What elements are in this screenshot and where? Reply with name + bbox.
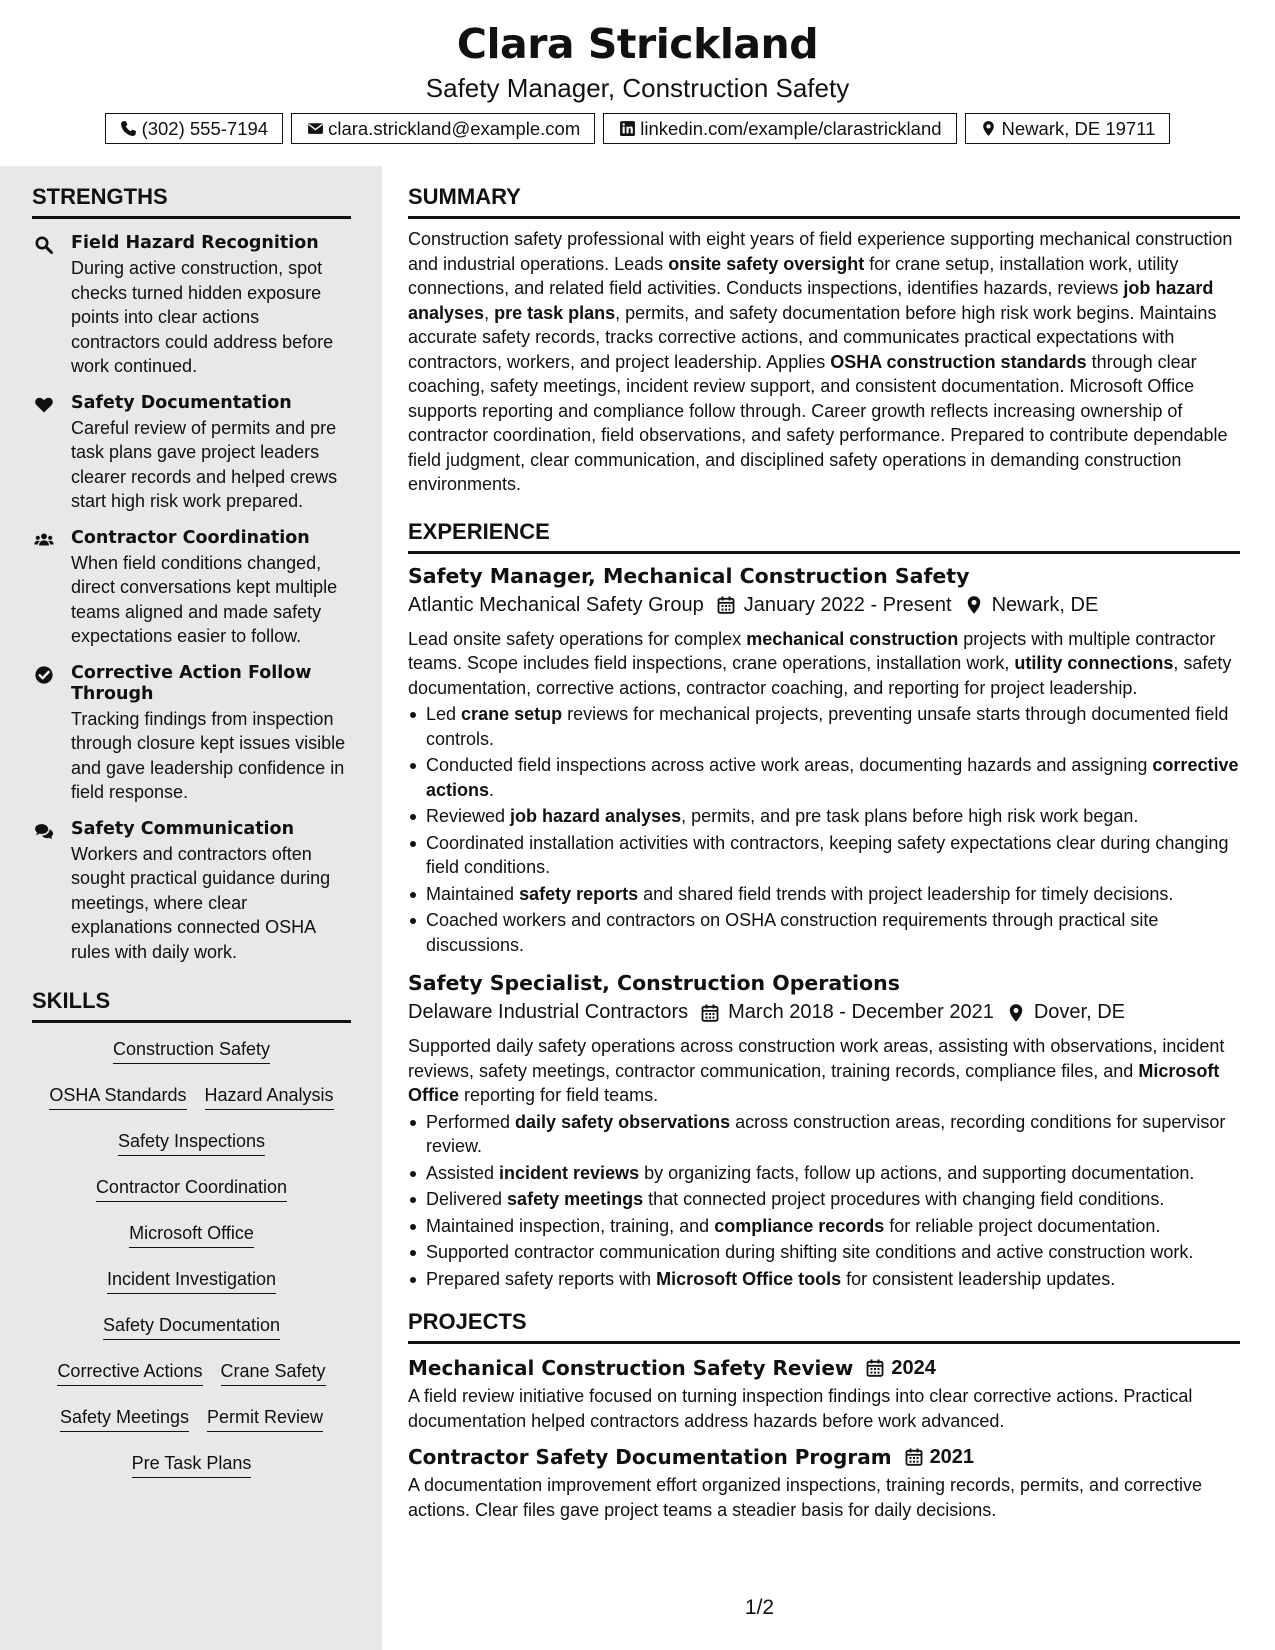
- skill-tag: Contractor Coordination: [96, 1175, 287, 1202]
- skills-list: [32, 1037, 351, 1497]
- strength-title: Safety Communication: [71, 818, 295, 839]
- job-dates: January 2022 - Present: [743, 593, 952, 616]
- skill-tag: Safety Documentation: [103, 1313, 280, 1340]
- strength-title: Field Hazard Recognition: [71, 233, 319, 253]
- skill-tag: Permit Review: [207, 1405, 323, 1432]
- strength-item: [32, 819, 351, 965]
- job-company: Atlantic Mechanical Safety Group: [408, 593, 704, 616]
- candidate-name: Clara Strickland: [456, 20, 819, 68]
- job-location: Dover, DE: [1033, 1001, 1125, 1023]
- candidate-title: Safety Manager, Construction Safety: [425, 73, 850, 103]
- summary-heading: SUMMARY: [408, 184, 1240, 219]
- resume-header: [0, 0, 1275, 166]
- strength-title: Contractor Coordination: [71, 527, 310, 548]
- strength-title: Safety Documentation: [71, 392, 292, 413]
- project-year: 2021: [929, 1445, 975, 1468]
- strength-description: When field conditions changed, direct conversations kept multiple teams aligned and made safety expectations easier to follow.: [71, 552, 338, 646]
- bullet-item: Coached workers and contractors on OSHA construction requirements through practical site discussions.: [408, 908, 1240, 957]
- comments-icon: [34, 821, 54, 841]
- job-meta: [408, 1001, 1240, 1024]
- project-title-row: [408, 1445, 1240, 1469]
- job-description: Lead onsite safety operations for complex mechanical construction projects with multiple contractor teams. Scope includes field inspections, crane operations, installation work, utility connections, safety documentation, corrective actions, contractor coaching, and reporting for project leadership.: [408, 628, 1232, 698]
- bullet-item: Maintained safety reports and shared field trends with project leadership for timely decisions.: [408, 882, 1240, 907]
- linkedin-icon: [618, 120, 636, 138]
- projects-heading: PROJECTS: [408, 1309, 1240, 1344]
- job-entry: [408, 971, 1240, 1291]
- skill-tag: Safety Inspections: [118, 1129, 265, 1156]
- experience-heading: EXPERIENCE: [408, 519, 1240, 554]
- project-entry: [408, 1356, 1240, 1433]
- bullet-item: Reviewed job hazard analyses, permits, and pre task plans before high risk work began.: [408, 804, 1240, 829]
- strength-item: [32, 663, 351, 805]
- contact-email[interactable]: clara.strickland@example.com: [291, 113, 595, 144]
- bullet-item: Assisted incident reviews by organizing facts, follow up actions, and supporting documentation.: [408, 1161, 1240, 1186]
- skill-tag: Safety Meetings: [60, 1405, 189, 1432]
- skill-tag: Hazard Analysis: [205, 1083, 334, 1110]
- project-year: 2024: [891, 1356, 936, 1379]
- envelope-icon: [306, 120, 324, 138]
- contact-location[interactable]: Newark, DE 19711: [965, 113, 1171, 144]
- bullet-item: Prepared safety reports with Microsoft Office tools for consistent leadership updates.: [408, 1267, 1240, 1292]
- contact-phone[interactable]: (302) 555-7194: [105, 113, 284, 144]
- job-title: Safety Specialist, Construction Operations: [408, 971, 900, 995]
- check-circle-icon: [34, 665, 54, 685]
- skill-tag: Construction Safety: [113, 1037, 270, 1064]
- strength-description: Careful review of permits and pre task plans gave project leaders clearer records and helped crews start high risk work prepared.: [71, 417, 338, 511]
- job-description: Supported daily safety operations across construction work areas, assisting with observations, incident reviews, safety meetings, contractor communication, training records, compliance files, and Microsoft Office reporting for field teams.: [408, 1036, 1225, 1105]
- job-dates: March 2018 - December 2021: [728, 1001, 994, 1023]
- users-icon: [34, 530, 54, 550]
- page-number: 1/2: [744, 1596, 775, 1619]
- job-entry: [408, 564, 1240, 958]
- map-pin-icon: [1006, 1003, 1026, 1023]
- summary-text: Construction safety professional with eight years of field experience supporting mechanical construction and industrial operations. Leads onsite safety oversight for crane setup, installation work, utility connections, and related field activities. Conducts inspections, identifies hazards, reviews job hazard analyses, pre task plans, permits, and safety documentation before high risk work begins. Maintains accurate safety records, tracks corrective actions, and communicates practical expectations with contractors, workers, and project leadership. Applies OSHA construction standards through clear coaching, safety meetings, incident review support, and consistent documentation. Microsoft Office supports reporting and compliance follow through. Career growth reflects increasing ownership of contractor coordination, field observations, and safety performance. Prepared to contribute dependable field judgment, clear communication, and disciplined safety operations in demanding construction environments.: [408, 229, 1233, 494]
- strengths-heading: STRENGTHS: [32, 184, 351, 219]
- job-location: Newark, DE: [991, 593, 1099, 616]
- skill-tag: Corrective Actions: [57, 1359, 202, 1386]
- project-description: A documentation improvement effort organized inspections, training records, permits, and corrective actions. Clear files gave project teams a steadier basis for daily decisions.: [408, 1475, 1203, 1520]
- contact-linkedin[interactable]: linkedin.com/example/clarastrickland: [603, 113, 956, 144]
- calendar-icon: [700, 1003, 720, 1023]
- job-title: Safety Manager, Mechanical Construction Safety: [408, 563, 970, 588]
- job-bullets: [408, 1110, 1240, 1292]
- map-pin-icon: [980, 120, 998, 138]
- strength-item: [32, 528, 351, 649]
- project-description: A field review initiative focused on turning inspection findings into clear corrective actions. Practical documentation helped contractors address hazards before work advanced.: [408, 1386, 1193, 1431]
- bullet-item: Performed daily safety observations across construction areas, recording conditions for supervisor review.: [408, 1110, 1240, 1159]
- sidebar: [0, 166, 382, 1650]
- search-icon: [34, 235, 54, 255]
- heart-icon: [34, 395, 54, 415]
- calendar-icon: [904, 1447, 924, 1467]
- bullet-item: Maintained inspection, training, and compliance records for reliable project documentation.: [408, 1214, 1240, 1239]
- strength-description: Workers and contractors often sought practical guidance during meetings, where clear explanations connected OSHA rules with daily work.: [71, 843, 331, 962]
- bullet-item: Coordinated installation activities with contractors, keeping safety expectations clear during changing field conditions.: [408, 831, 1240, 880]
- job-company: Delaware Industrial Contractors: [408, 1001, 689, 1023]
- strength-item: [32, 393, 351, 514]
- map-pin-icon: [964, 595, 984, 615]
- calendar-icon: [716, 595, 736, 615]
- bullet-item: Led crane setup reviews for mechanical projects, preventing unsafe starts through documented field controls.: [408, 702, 1240, 751]
- project-title: Mechanical Construction Safety Review: [408, 1356, 854, 1380]
- skills-heading: SKILLS: [32, 988, 351, 1023]
- strength-title: Corrective Action Follow Through: [71, 662, 312, 704]
- phone-icon: [120, 120, 138, 138]
- project-title-row: [408, 1356, 1240, 1380]
- skill-tag: OSHA Standards: [49, 1083, 186, 1110]
- contact-bar: [0, 113, 1275, 144]
- skill-tag: Crane Safety: [221, 1359, 326, 1386]
- skill-tag: Pre Task Plans: [132, 1451, 252, 1478]
- skill-tag: Microsoft Office: [129, 1221, 254, 1248]
- calendar-icon: [865, 1358, 885, 1378]
- bullet-item: Delivered safety meetings that connected project procedures with changing field conditions.: [408, 1187, 1240, 1212]
- strength-description: During active construction, spot checks turned hidden exposure points into clear actions contractors could address before work continued.: [71, 258, 334, 376]
- strength-item: [32, 233, 351, 379]
- project-entry: [408, 1445, 1240, 1522]
- skill-tag: Incident Investigation: [107, 1267, 276, 1294]
- bullet-item: Supported contractor communication during shifting site conditions and active construction work.: [408, 1240, 1240, 1265]
- strength-description: Tracking findings from inspection through closure kept issues visible and gave leadership confidence in field response.: [71, 708, 346, 802]
- bullet-item: Conducted field inspections across active work areas, documenting hazards and assigning corrective actions.: [408, 753, 1240, 802]
- job-meta: [408, 594, 1240, 617]
- main-content: [382, 166, 1275, 1650]
- project-title: Contractor Safety Documentation Program: [408, 1445, 892, 1469]
- job-bullets: [408, 702, 1240, 957]
